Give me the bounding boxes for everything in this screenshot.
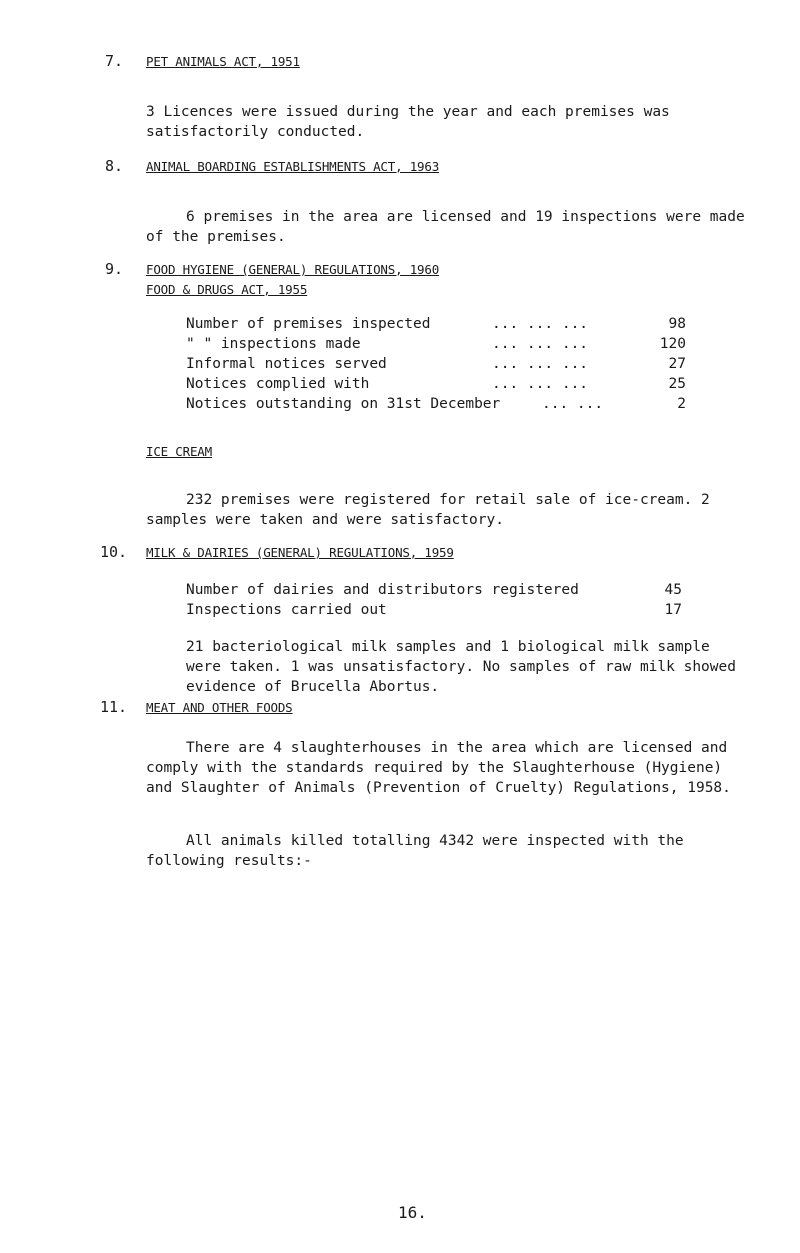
section-9-number: 9. bbox=[105, 260, 124, 278]
animals-killed-text: All animals killed totalling 4342 were inspected with the following results:- bbox=[146, 833, 684, 869]
row-value: 45 bbox=[664, 582, 682, 598]
page-number: 16. bbox=[398, 1203, 427, 1222]
row-leader-dots: ... ... ... bbox=[492, 376, 589, 392]
row-value: 25 bbox=[668, 376, 686, 392]
section-8-heading: ANIMAL BOARDING ESTABLISHMENTS ACT, 1963 bbox=[146, 159, 440, 174]
row-value: 98 bbox=[668, 316, 686, 332]
section-11-number: 11. bbox=[100, 698, 128, 716]
table-row bbox=[186, 376, 686, 396]
row-leader-dots: ... ... ... bbox=[492, 356, 589, 372]
slaughterhouse-text: There are 4 slaughterhouses in the area which are licensed and comply with the standards required by the Slaughterhouse (Hygiene) and Slaughter of Animals (Prevention of Cruelty) Regulations, 1958. bbox=[146, 740, 731, 796]
section-7-heading: PET ANIMALS ACT, 1951 bbox=[146, 54, 300, 69]
section-10-number: 10. bbox=[100, 543, 128, 561]
row-leader-dots: ... ... bbox=[542, 396, 604, 412]
section-7-number: 7. bbox=[105, 52, 124, 70]
section-8-text: 6 premises in the area are licensed and 19 inspections were made of the premises. bbox=[146, 209, 745, 245]
table-row bbox=[186, 356, 686, 376]
row-label: Informal notices served bbox=[186, 356, 387, 372]
milk-samples-text: 21 bacteriological milk samples and 1 biological milk sample were taken. 1 was unsatisfactory. No samples of raw milk showed evidence of Brucella Abortus. bbox=[186, 639, 736, 695]
row-label: Number of premises inspected bbox=[186, 316, 431, 332]
row-label: Number of dairies and distributors registered bbox=[186, 582, 579, 598]
row-label: Notices complied with bbox=[186, 376, 370, 392]
section-8-number: 8. bbox=[105, 157, 124, 175]
row-label: " " inspections made bbox=[186, 336, 361, 352]
row-leader-dots: ... ... ... bbox=[492, 316, 589, 332]
dairy-row bbox=[186, 602, 682, 622]
row-value: 27 bbox=[668, 356, 686, 372]
row-value: 17 bbox=[664, 602, 682, 618]
ice-cream-text: 232 premises were registered for retail sale of ice-cream. 2 samples were taken and were satisfactory. bbox=[146, 492, 710, 528]
section-9-heading-1: FOOD HYGIENE (GENERAL) REGULATIONS, 1960 bbox=[146, 262, 440, 277]
table-row bbox=[186, 316, 686, 336]
row-leader-dots: ... ... ... bbox=[492, 336, 589, 352]
row-label: Notices outstanding on 31st December bbox=[186, 396, 501, 412]
row-value: 120 bbox=[659, 336, 686, 352]
section-7-text: 3 Licences were issued during the year and each premises was satisfactorily conducted. bbox=[146, 104, 670, 140]
dairy-row bbox=[186, 582, 682, 602]
row-value: 2 bbox=[677, 396, 686, 412]
row-label: Inspections carried out bbox=[186, 602, 387, 618]
table-row bbox=[186, 336, 686, 356]
table-row bbox=[186, 396, 686, 416]
section-10-heading: MILK & DAIRIES (GENERAL) REGULATIONS, 1959 bbox=[146, 545, 454, 560]
ice-cream-heading: ICE CREAM bbox=[146, 444, 212, 459]
section-9-heading-2: FOOD & DRUGS ACT, 1955 bbox=[146, 282, 308, 297]
section-11-heading: MEAT AND OTHER FOODS bbox=[146, 700, 293, 715]
